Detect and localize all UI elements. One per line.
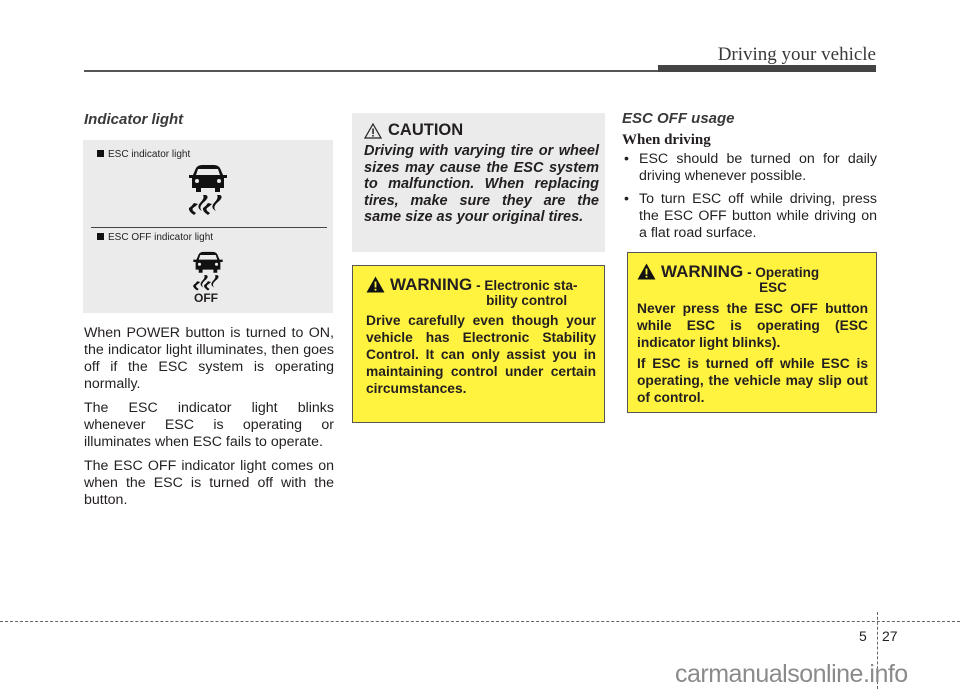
bullet-icon: •	[624, 191, 629, 207]
warning-subtitle: - Operating ESC	[747, 265, 820, 295]
figure-divider	[91, 227, 327, 228]
esc-off-usage-section	[622, 110, 877, 248]
square-bullet-icon	[97, 150, 104, 157]
list-item: • ESC should be turned on for daily driving whenever possible.	[624, 151, 877, 184]
warning-box-operating-esc	[627, 252, 877, 413]
indicator-figure	[83, 140, 333, 313]
esc-off-icon-label: OFF	[194, 291, 218, 305]
warning-subtitle: - Electronic sta- bility control	[476, 278, 578, 308]
esc-skid-car-icon	[186, 164, 230, 218]
caution-triangle-outline-icon	[364, 123, 382, 139]
caution-header	[364, 121, 599, 140]
paragraph: The ESC OFF indicator light comes on when the ESC is turned off with the button.	[84, 458, 334, 508]
esc-off-skid-car-icon	[191, 251, 225, 293]
footer-rule	[0, 621, 960, 622]
warning-triangle-filled-icon	[637, 263, 656, 280]
warning-title: WARNING	[661, 262, 744, 281]
warning-box-electronic-stability	[352, 265, 605, 423]
paragraph: If ESC is turned off while ESC is operating, the vehicle may slip out of control.	[637, 356, 868, 405]
indicator-description	[84, 325, 334, 516]
watermark: carmanualsonline.info	[675, 660, 908, 688]
header-rule-accent	[658, 65, 876, 72]
chapter-number: 5	[859, 628, 867, 644]
warning-text	[637, 300, 868, 406]
figure-label-esc-off: ESC OFF indicator light	[97, 232, 213, 243]
running-header-title: Driving your vehicle	[717, 44, 876, 65]
bullet-icon: •	[624, 151, 629, 167]
warning-header	[366, 275, 596, 308]
warning-header	[637, 262, 868, 295]
paragraph: The ESC indicator light blinks whenever ESC is operating or illuminates when ESC fails to operate.	[84, 400, 334, 450]
paragraph: When POWER button is turned to ON, the indicator light illuminates, then goes off if the ESC system is operating normally.	[84, 325, 334, 392]
warning-text: Drive carefully even though your vehicle has Electronic Stability Control. It can only assist you in maintaining control under certain circumstances.	[366, 313, 596, 396]
indicator-light-heading: Indicator light	[84, 111, 184, 128]
when-driving-subheading: When driving	[622, 132, 711, 148]
caution-text: Driving with varying tire or wheel sizes may cause the ESC system to malfunction. When replacing tires, make sure they are the same size as your original tires.	[364, 143, 599, 225]
esc-off-usage-heading: ESC OFF usage	[622, 110, 735, 127]
square-bullet-icon	[97, 233, 104, 240]
figure-label-esc: ESC indicator light	[97, 149, 190, 160]
list-item: • To turn ESC off while driving, press the ESC OFF button while driving on a flat road surface.	[624, 191, 877, 241]
caution-title: CAUTION	[388, 121, 464, 139]
warning-triangle-filled-icon	[366, 276, 385, 293]
page-number: 27	[882, 628, 898, 644]
paragraph: Never press the ESC OFF button while ESC is operating (ESC indicator light blinks).	[637, 301, 868, 350]
caution-box	[352, 113, 605, 252]
warning-title: WARNING	[390, 275, 473, 294]
header-rule	[84, 70, 664, 72]
